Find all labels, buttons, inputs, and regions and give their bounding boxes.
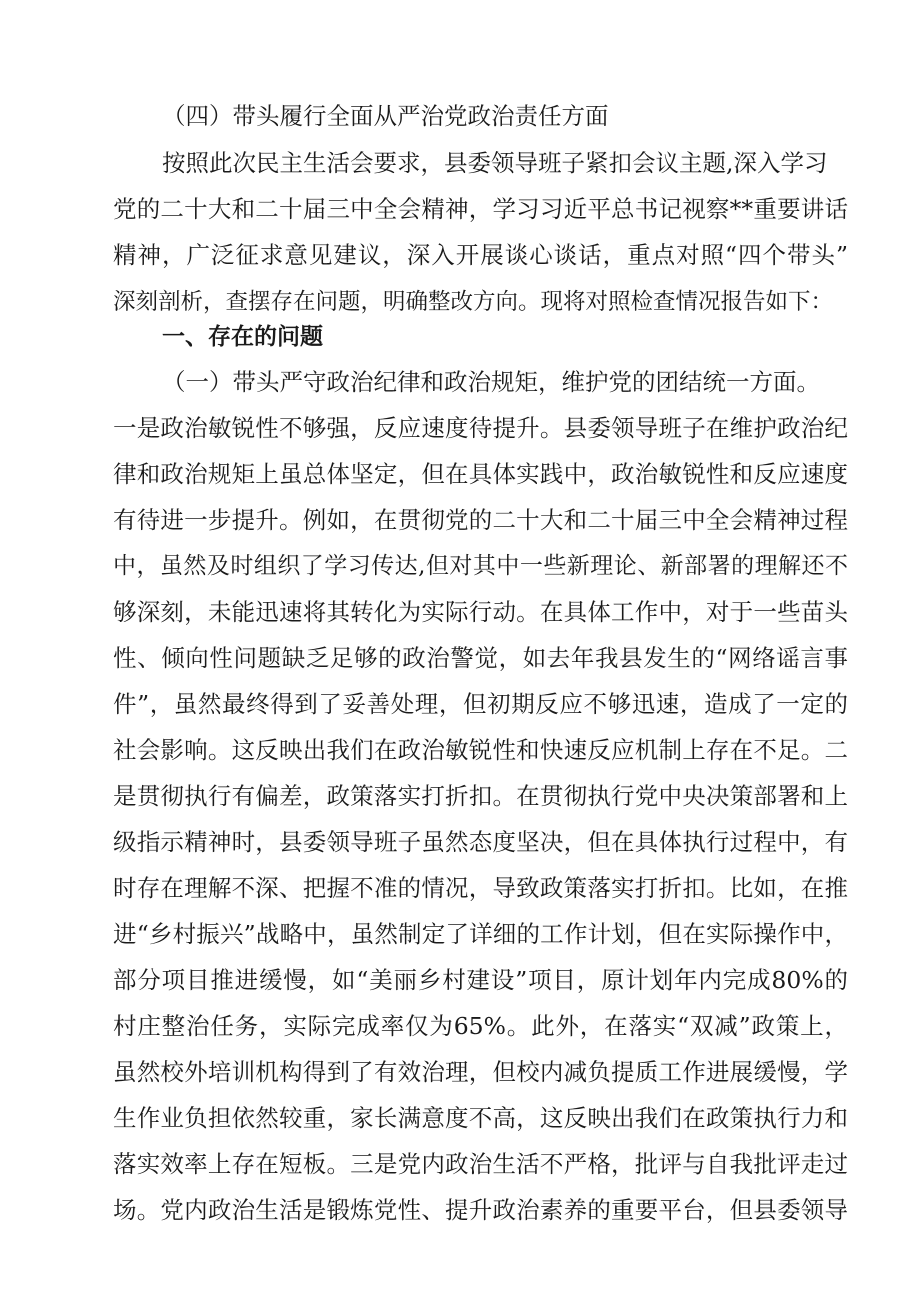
paragraph-line: 村庄整治任务，实际完成率仅为65%。此外，在落实“双减”政策上， bbox=[113, 1012, 848, 1040]
paragraph-line: 精神，广泛征求意见建议，深入开展谈心谈话，重点对照“四个带头” bbox=[113, 241, 848, 269]
paragraph-line: 够深刻，未能迅速将其转化为实际行动。在具体工作中，对于一些苗头 bbox=[113, 598, 848, 626]
paragraph-line: 中，虽然及时组织了学习传达,但对其中一些新理论、新部署的理解还不 bbox=[113, 553, 848, 579]
paragraph-line: 虽然校外培训机构得到了有效治理，但校内减负提质工作进展缓慢，学 bbox=[113, 1058, 848, 1086]
paragraph-line: 一是政治敏锐性不够强，反应速度待提升。县委领导班子在维护政治纪 bbox=[113, 414, 848, 442]
paragraph-line: 落实效率上存在短板。三是党内政治生活不严格，批评与自我批评走过 bbox=[113, 1150, 848, 1178]
section-heading-problems: 一、存在的问题 bbox=[162, 324, 323, 350]
paragraph-line: 场。党内政治生活是锻炼党性、提升政治素养的重要平台，但县委领导 bbox=[113, 1196, 848, 1224]
paragraph-line: 律和政治规矩上虽总体坚定，但在具体实践中，政治敏锐性和反应速度 bbox=[113, 460, 848, 488]
paragraph-line: 社会影响。这反映出我们在政治敏锐性和快速反应机制上存在不足。二 bbox=[113, 736, 848, 764]
paragraph-line: 时存在理解不深、把握不准的情况，导致政策落实打折扣。比如，在推 bbox=[113, 874, 848, 902]
paragraph-line: 按照此次民主生活会要求，县委领导班子紧扣会议主题,深入学习 bbox=[162, 149, 828, 177]
paragraph-line: 进“乡村振兴”战略中，虽然制定了详细的工作计划，但在实际操作中， bbox=[113, 920, 848, 948]
paragraph-line: 件”，虽然最终得到了妥善处理，但初期反应不够迅速，造成了一定的 bbox=[113, 690, 848, 718]
paragraph-line: 党的二十大和二十届三中全会精神，学习习近平总书记视察**重要讲话 bbox=[113, 195, 848, 223]
paragraph-line: 是贯彻执行有偏差，政策落实打折扣。在贯彻执行党中央决策部署和上 bbox=[113, 782, 848, 810]
paragraph-line: 深刻剖析，查摆存在问题，明确整改方向。现将对照检查情况报告如下： bbox=[113, 289, 834, 315]
section-heading-four: （四）带头履行全面从严治党政治责任方面 bbox=[162, 102, 609, 130]
paragraph-line: 部分项目推进缓慢，如“美丽乡村建设”项目，原计划年内完成80%的 bbox=[113, 966, 848, 994]
paragraph-line: 有待进一步提升。例如，在贯彻党的二十大和二十届三中全会精神过程 bbox=[113, 506, 848, 534]
paragraph-line: 级指示精神时，县委领导班子虽然态度坚决，但在具体执行过程中，有 bbox=[113, 828, 848, 856]
paragraph-line: 生作业负担依然较重，家长满意度不高，这反映出我们在政策执行力和 bbox=[113, 1104, 848, 1132]
paragraph-line: 性、倾向性问题缺乏足够的政治警觉，如去年我县发生的“网络谣言事 bbox=[113, 644, 848, 672]
subsection-heading-one: （一）带头严守政治纪律和政治规矩，维护党的团结统一方面。 bbox=[162, 368, 820, 396]
